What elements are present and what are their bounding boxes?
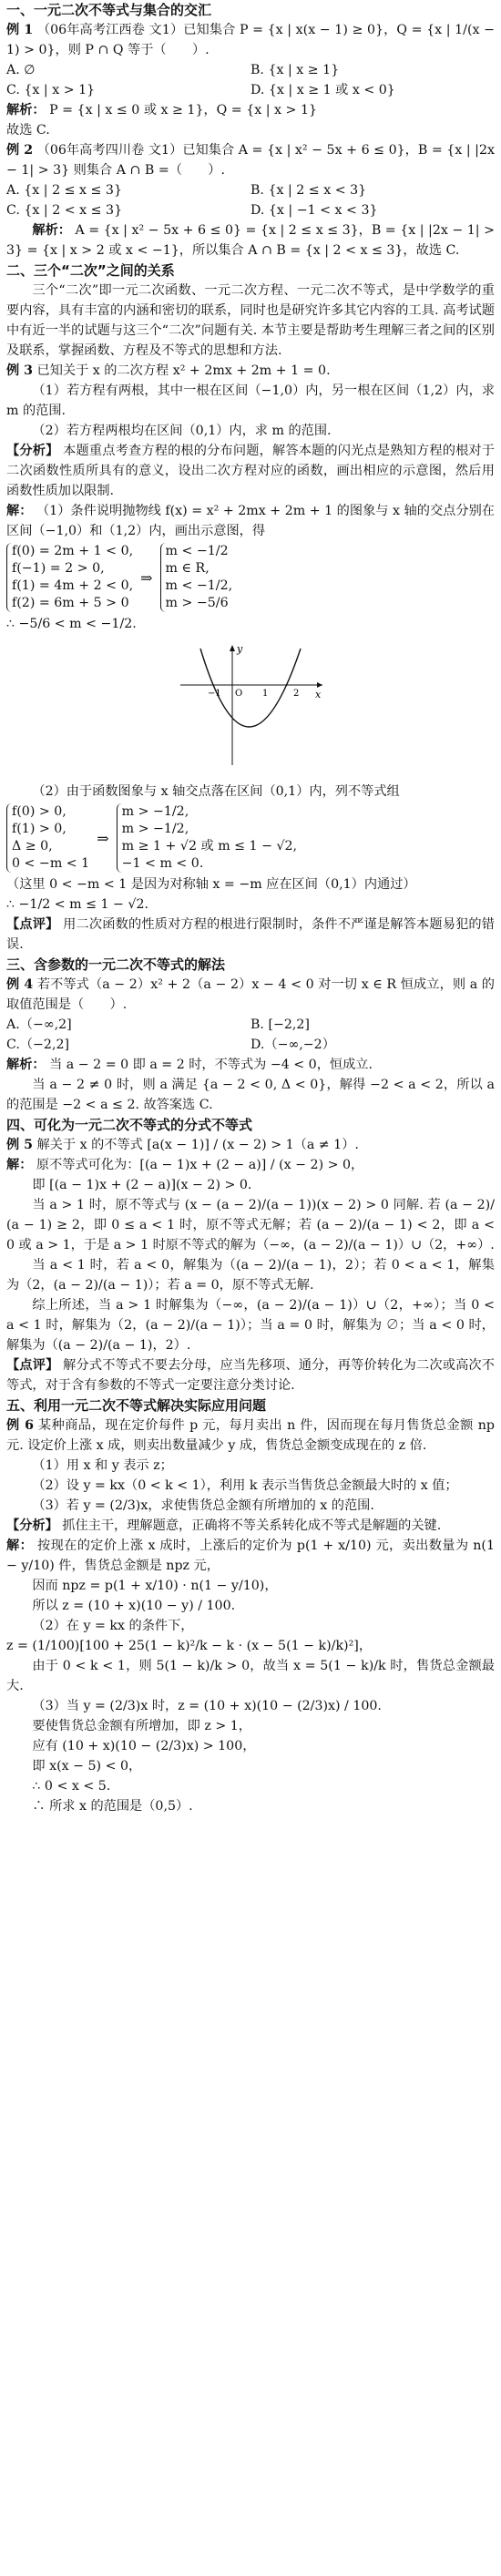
example-2-options-row1: A. {x | 2 ≤ x ≤ 3} B. {x | 2 ≤ x < 3}	[6, 183, 367, 198]
example-4-options-row1: A.（−∞,2] B. [−2,2]	[6, 1017, 310, 1032]
system-right: m < −1/2 m ∈ R, m < −1/2, m > −5/6	[160, 543, 233, 612]
tick-label: −1	[208, 689, 221, 699]
example-4-statement: 例 4 若不等式（a − 2）x² + 2（a − 2）x − 4 < 0 对一切 x ∈ R 恒成立，则 a 的取值范围是（ ）.	[6, 977, 495, 1012]
inequality-system-2	[6, 803, 495, 873]
section-title: 三、含参数的一元二次不等式的解法	[6, 956, 226, 973]
example-3-solution-2: （2）由于函数图象与 x 轴交点落在区间（0,1）内，列不等式组	[32, 784, 400, 799]
parabola-figure	[6, 641, 495, 769]
example-6-solution-c: 所以 z = (10 + x)(10 − y) / 100.	[32, 1599, 236, 1613]
example-6-solution-a: 解： 按现在的定价上涨 x 成时，上涨后的定价为 p(1 + x/10) 元，卖出数量为 n(1 − y/10) 件，售货总金额是 npz 元，	[6, 1538, 495, 1573]
example-4-options-row2: C.（−2,2] D.（−∞,−2）	[6, 1038, 335, 1052]
section-title: 二、三个“二次”之间的关系	[6, 262, 175, 279]
example-6-solution-e: z = (1/100)[100 + 25(1 − k)²/k − k · (x − 5(1 − k)/k)²]，	[6, 1639, 373, 1653]
example-6-solution-g: （3）当 y = (2/3)x 时，z = (10 + x)(10 − (2/3)x) / 100.	[32, 1699, 382, 1713]
section-title: 五、利用一元二次不等式解决实际应用问题	[6, 1397, 267, 1414]
section-title: 四、可化为一元二次不等式的分式不等式	[6, 1117, 253, 1133]
example-3-question-1: （1）若方程有两根，其中一根在区间（−1,0）内，另一根在区间（1,2）内，求 m 的范围.	[6, 383, 495, 418]
inequality-system-1	[6, 543, 495, 612]
example-1-statement: 例 1 （06年高考江西卷 文1）已知集合 P = {x | x(x − 1) ≥ 0}，Q = {x | 1/(x − 1) > 0}，则 P ∩ Q 等于（ ）.	[6, 23, 495, 57]
system-left: f(0) = 2m + 1 < 0, f(−1) = 2 > 0, f(1) = 4m + 2 < 0, f(2) = 6m + 5 > 0	[6, 543, 133, 612]
section-2-intro: 三个“二次”即一元二次函数、一元二次方程、一元二次不等式，是中学数学的重要内容，具有丰富的内涵和密切的联系，同时也是研究许多其它内容的工具. 高考试题中有近一半的试题与这三个“二次”问题有关. 本节主要是帮助考生理解三者之间的区别及联系，掌握函数、方程及不等式的思想和方法.	[6, 283, 495, 358]
example-5-solution-d: 当 a < 1 时，若 a < 0，解集为（(a − 2)/(a − 1)，2）；若 0 < a < 1，解集为（2，(a − 2)/(a − 1)）；若 a = 0，原不等式无解.	[6, 1258, 495, 1293]
example-6-solution-j: 即 x(x − 5) < 0，	[32, 1759, 142, 1774]
example-3-analysis: 【分析】 本题重点考查方程的根的分布问题，解答本题的闪光点是熟知方程的根对于二次函数性质所具有的意义，设出二次方程对应的函数，画出相应的示意图，然后用函数性质加以限制.	[6, 444, 495, 498]
example-6-solution-d: （2）在 y = kx 的条件下，	[32, 1619, 194, 1633]
y-axis-label: y	[237, 643, 243, 655]
example-6-solution-i: 应有 (10 + x)(10 − (2/3)x) > 100，	[32, 1739, 256, 1753]
system-right: m > −1/2, m > −1/2, m ≥ 1 + √2 或 m ≤ 1 − √2, −1 < m < 0.	[117, 803, 297, 873]
example-2-solution: 解析： A = {x | x² − 5x + 6 ≤ 0} = {x | 2 ≤ x ≤ 3}，B = {x | |2x − 1| > 3} = {x | x > 2 或 x < −1}，所以集合 A ∩ B = {x | 2 < x ≤ 3}，故选 C.	[6, 223, 495, 258]
example-1-options-row1: A. ∅ B. {x | x ≥ 1}	[6, 63, 340, 77]
example-6-question-1: （1）用 x 和 y 表示 z；	[32, 1458, 173, 1473]
example-1-options-row2: C. {x | x > 1} D. {x | x ≥ 1 或 x < 0}	[6, 83, 395, 97]
system-left: f(0) > 0, f(1) > 0, Δ ≥ 0, 0 < −m < 1	[6, 803, 89, 873]
x-axis-label: x	[315, 689, 322, 700]
example-6-statement: 例 6 某种商品，现在定价每件 p 元，每月卖出 n 件，因而现在每月售货总金额 np 元. 设定价上涨 x 成，则卖出数量减少 y 成，售货总金额变成现在的 z 倍.	[6, 1418, 496, 1453]
example-5-solution-e: 综上所述，当 a > 1 时解集为（−∞，(a − 2)/(a − 1)）∪（2，+∞）；当 0 < a < 1 时，解集为（2，(a − 2)/(a − 1)）；当 a = 0 时，解集为 ∅；当 a < 0 时，解集为（(a − 2)/(a − 1)，2）.	[6, 1298, 495, 1353]
example-2-statement: 例 2 （06年高考四川卷 文1）已知集合 A = {x | x² − 5x + 6 ≤ 0}，B = {x | |2x − 1| > 3} 则集合 A ∩ B =（ ）.	[6, 143, 495, 178]
example-4-solution-2: 当 a − 2 ≠ 0 时，则 a 满足 {a − 2 < 0, Δ < 0}，解得 −2 < a < 2，所以 a 的范围是 −2 < a ≤ 2. 故答案选 C.	[6, 1078, 495, 1112]
example-6-solution-b: 因而 npz = p(1 + x/10) · n(1 − y/10)，	[32, 1579, 278, 1593]
example-3-statement: 例 3 已知关于 x 的二次方程 x² + 2mx + 2m + 1 = 0.	[6, 363, 331, 378]
example-6-question-2: （2）设 y = kx（0 < k < 1），利用 k 表示当售货总金额最大时的 x 值；	[32, 1478, 458, 1493]
example-5-solution-b: 即 [(a − 1)x + (2 − a)](x − 2) > 0.	[32, 1178, 252, 1192]
example-3-review: 【点评】 用二次函数的性质对方程的根进行限制时，条件不严谨是解答本题易犯的错误.	[6, 917, 495, 952]
example-4-solution: 解析： 当 a − 2 = 0 即 a = 2 时，不等式为 −4 < 0，恒成立.	[6, 1058, 373, 1072]
example-5-review: 【点评】 解分式不等式不要去分母，应当先移项、通分，再等价转化为二次或高次不等式，对于含有参数的不等式一定要注意分类讨论.	[6, 1358, 495, 1393]
example-6-solution-l: ∴ 所求 x 的范围是（0,5）.	[32, 1799, 193, 1814]
example-5-solution-c: 当 a > 1 时，原不等式与 (x − (a − 2)/(a − 1))(x − 2) > 0 同解. 若 (a − 2)/(a − 1) ≥ 2，即 0 ≤ a < 1 时，原不等式无解；若 (a − 2)/(a − 1) < 2，即 a < 0 或 a > 1，于是 a > 1 时原不等式的解为（−∞，(a − 2)/(a − 1)）∪（2，+∞）.	[6, 1198, 495, 1252]
example-1-solution: 解析： P = {x | x ≤ 0 或 x ≥ 1}，Q = {x | x > 1}	[6, 103, 317, 118]
example-3-question-2: （2）若方程两根均在区间（0,1）内，求 m 的范围.	[32, 424, 332, 438]
tick-label: 2	[293, 689, 300, 699]
example-6-solution-h: 要使售货总金额有所增加，即 z > 1，	[32, 1719, 251, 1733]
example-6-analysis: 【分析】 抓住主干，理解题意，正确将不等关系转化成不等式是解题的关键.	[6, 1518, 442, 1533]
origin-label: O	[235, 689, 243, 699]
example-6-solution-f: 由于 0 < k < 1，则 5(1 − k)/k > 0，故当 x = 5(1 − k)/k 时，售货总金额最大.	[6, 1659, 495, 1693]
example-1-answer: 故选 C.	[6, 123, 50, 138]
example-3-result-1: ∴ −5/6 < m < −1/2.	[6, 617, 137, 631]
parabola-curve	[200, 649, 301, 727]
example-6-question-3: （3）若 y = (2/3)x，求使售货总金额有所增加的 x 的范围.	[32, 1498, 374, 1513]
example-3-result-2: ∴ −1/2 < m ≤ 1 − √2.	[6, 897, 149, 912]
example-3-solution-1: 解： （1）条件说明抛物线 f(x) = x² + 2mx + 2m + 1 的图象与 x 轴的交点分别在区间（−1,0）和（1,2）内，画出示意图，得	[6, 504, 495, 538]
y-axis-arrow	[230, 645, 235, 651]
section-title: 一、一元二次不等式与集合的交汇	[6, 2, 212, 18]
example-3-note: （这里 0 < −m < 1 是因为对称轴 x = −m 应在区间（0,1）内通过）	[6, 877, 416, 892]
parabola-graph	[173, 641, 328, 769]
implies-arrow: ⇒	[97, 829, 109, 847]
implies-arrow: ⇒	[140, 568, 153, 587]
example-2-options-row2: C. {x | 2 < x ≤ 3} D. {x | −1 < x < 3}	[6, 203, 378, 218]
tick-label: 1	[262, 689, 269, 699]
example-6-solution-k: ∴ 0 < x < 5.	[32, 1779, 111, 1794]
example-5-statement: 例 5 解关于 x 的不等式 [a(x − 1)] / (x − 2) > 1（a ≠ 1）.	[6, 1138, 359, 1152]
x-axis-arrow	[317, 682, 322, 688]
example-5-solution-a: 解： 原不等式可化为：[(a − 1)x + (2 − a)] / (x − 2) > 0，	[6, 1158, 364, 1172]
